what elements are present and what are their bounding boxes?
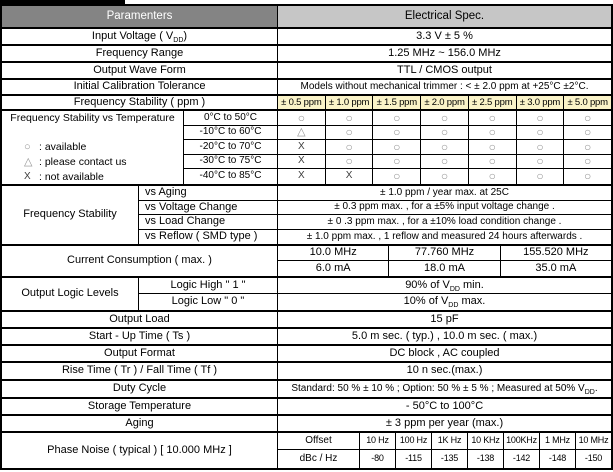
electrical-spec-header-label: Electrical Spec.	[404, 10, 485, 23]
dbc-cell: -138	[468, 450, 504, 468]
parameters-header	[2, 6, 278, 27]
availability-cell: ○	[373, 126, 421, 140]
section-stability-vs-temperature	[2, 111, 611, 186]
stability-subrow	[139, 230, 611, 244]
stability-value: ± 1.0 ppm max. , 1 reflow and measured 24 hours afterwards .	[306, 230, 583, 242]
current-consumption-label: Current Consumption ( max. )	[2, 246, 278, 276]
availability-cell: ○	[469, 126, 517, 140]
temp-range-cell: -20°C to 70°C	[199, 140, 262, 152]
spec-value: TTL / CMOS output	[397, 63, 492, 76]
logic-low-row	[139, 294, 611, 310]
param-label: Initial Calibration Tolerance	[2, 80, 278, 94]
availability-cell: ○	[584, 154, 592, 169]
spec-value: ± 3 ppm per year (max.)	[385, 416, 504, 429]
spec-value: Models without mechanical trimmer : < ± 2.0 ppm at +25°C ±2°C.	[300, 80, 589, 92]
offset-cell: 10 Hz	[360, 433, 396, 449]
availability-cell: ○	[469, 140, 517, 154]
phase-noise-offset-row	[278, 433, 611, 450]
dbc-cell: -135	[432, 450, 468, 468]
consumption-frequency-cell: 10.0 MHz	[278, 246, 389, 260]
consumption-frequency-cell: 77.760 MHz	[389, 246, 500, 260]
ppm-header-cell: ± 2.5 ppm	[469, 96, 517, 109]
availability-cell: ○	[584, 125, 592, 140]
stability-subrow	[139, 215, 611, 230]
param-label: Start - Up Time ( Ts )	[2, 329, 278, 344]
availability-cell: ○	[517, 155, 565, 169]
param-label: Frequency Range	[2, 46, 278, 61]
row-aging	[2, 416, 611, 433]
param-label: Output Wave Form	[2, 63, 278, 78]
availability-cell: ○	[421, 111, 469, 125]
dbc-cell: -115	[396, 450, 432, 468]
consumption-frequency-cell: 155.520 MHz	[523, 246, 589, 259]
row-output-wave-form	[2, 63, 611, 80]
availability-row	[278, 155, 611, 170]
row-output-format	[2, 346, 611, 363]
availability-cell: ○	[584, 111, 592, 125]
availability-cell: ○	[421, 126, 469, 140]
dbc-cell: -150	[584, 453, 603, 464]
logic-high-value	[278, 278, 611, 293]
stability-sublabel: vs Aging	[139, 186, 278, 200]
parameters-header-label: Paramenters	[106, 10, 173, 23]
availability-cell: ○	[517, 126, 565, 140]
availability-cell: ○	[584, 140, 592, 154]
row-frequency-stability-ppm	[2, 96, 611, 111]
logic-high-label: Logic High " 1 "	[139, 278, 278, 293]
availability-row	[278, 169, 611, 184]
consumption-frequency-row	[278, 246, 611, 261]
logic-low-value	[278, 294, 611, 310]
spec-value: 1.25 MHz ~ 156.0 MHz	[388, 46, 501, 59]
availability-cell: ○	[278, 111, 326, 125]
offset-cell: 100 Hz	[396, 433, 432, 449]
section-frequency-stability	[2, 186, 611, 246]
offset-row-label: Offset	[278, 433, 360, 449]
frequency-stability-label: Frequency Stability	[2, 186, 139, 244]
output-logic-rows	[139, 278, 611, 310]
dbc-row-label: dBc / Hz	[278, 450, 360, 468]
phase-noise-grid	[278, 433, 611, 468]
temperature-legend-cell	[2, 111, 184, 184]
availability-cell: ○	[373, 169, 421, 184]
availability-row	[278, 111, 611, 126]
stability-sublabel: vs Load Change	[139, 215, 278, 229]
circle-icon: ○	[24, 141, 31, 153]
logic-low-label: Logic Low " 0 "	[139, 294, 278, 310]
availability-cell: X	[326, 169, 374, 184]
x-icon: X	[24, 171, 31, 183]
offset-cell: 100KHz	[504, 433, 540, 449]
frequency-stability-rows	[139, 186, 611, 244]
temp-range-cell: -30°C to 75°C	[199, 155, 262, 167]
ppm-header-cell: ± 1.5 ppm	[373, 96, 421, 109]
stability-sublabel: vs Reflow ( SMD type )	[139, 230, 278, 244]
ppm-header-cell: ± 3.0 ppm	[517, 96, 565, 109]
row-start-up-time	[2, 329, 611, 346]
temp-range-cell: -10°C to 60°C	[199, 126, 262, 138]
stability-value: ± 1.0 ppm / year max. at 25C	[380, 186, 509, 198]
legend-contact: △ : please contact us	[24, 155, 127, 169]
electrical-spec-header	[278, 6, 611, 27]
row-input-voltage	[2, 29, 611, 46]
offset-cell: 10 MHz	[578, 435, 609, 446]
consumption-current-cell: 18.0 mA	[389, 261, 500, 276]
output-logic-label: Output Logic Levels	[2, 278, 139, 310]
table-header-row	[2, 6, 611, 29]
spec-value: 5.0 m sec. ( typ.) , 10.0 m sec. ( max.)	[351, 329, 538, 342]
stability-subrow	[139, 186, 611, 201]
availability-cell: ○	[373, 155, 421, 169]
spec-value: - 50°C to 100°C	[405, 399, 484, 412]
availability-cell: X	[278, 140, 326, 154]
availability-cell: ○	[326, 126, 374, 140]
ppm-header-cell: ± 2.0 ppm	[421, 96, 469, 109]
availability-cell: ○	[584, 169, 592, 184]
param-label: Storage Temperature	[2, 399, 278, 414]
phase-noise-label: Phase Noise ( typical ) [ 10.000 MHz ]	[2, 433, 278, 468]
availability-cell: ○	[326, 140, 374, 154]
availability-cell: ○	[421, 155, 469, 169]
spec-value: DC block , AC coupled	[389, 346, 500, 359]
availability-cell: X	[278, 155, 326, 169]
availability-cell: ○	[469, 169, 517, 184]
availability-grid	[278, 111, 611, 184]
param-label: Duty Cycle	[2, 381, 278, 397]
row-storage-temperature	[2, 399, 611, 416]
stability-value: ± 0.3 ppm max. , for a ±5% input voltage change .	[334, 201, 555, 213]
logic-high-value-text: 90% of $V_{DD}$ min.	[405, 278, 484, 293]
stability-subrow	[139, 201, 611, 216]
current-consumption-grid	[278, 246, 611, 276]
consumption-current-cell: 35.0 mA	[535, 261, 577, 274]
ppm-header-cell: ± 0.5 ppm	[278, 96, 326, 109]
ppm-header-cell: ± 5.0 ppm	[564, 96, 611, 109]
logic-low-value-text: 10% of $V_{DD}$ max.	[403, 295, 486, 310]
param-label: Output Load	[2, 312, 278, 327]
param-label: Rise Time ( Tr ) / Fall Time ( Tf )	[2, 363, 278, 379]
availability-row	[278, 126, 611, 141]
legend-available: ○ : available	[24, 141, 87, 153]
consumption-current-cell: 6.0 mA	[278, 261, 389, 276]
param-label	[2, 29, 278, 44]
availability-cell: ○	[517, 111, 565, 125]
availability-cell: ○	[469, 155, 517, 169]
offset-cell: 1 MHz	[540, 433, 576, 449]
legend-not-available: X : not available	[24, 170, 104, 183]
temp-range-cell: 0°C to 50°C	[203, 111, 258, 123]
availability-cell: ○	[373, 140, 421, 154]
availability-cell: ○	[421, 140, 469, 154]
dbc-cell: -148	[540, 450, 576, 468]
spec-value: 3.3 V ± 5 %	[416, 29, 473, 42]
consumption-current-row	[278, 261, 611, 276]
spec-value: 10 n sec.(max.)	[406, 364, 483, 377]
offset-cell: 1K Hz	[432, 433, 468, 449]
availability-cell: ○	[326, 155, 374, 169]
stability-vs-temp-title: Frequency Stability vs Temperature	[10, 112, 175, 125]
availability-cell: X	[278, 169, 326, 184]
stability-sublabel: vs Voltage Change	[139, 201, 278, 215]
ppm-header-cell: ± 1.0 ppm	[326, 96, 374, 109]
availability-cell: ○	[469, 111, 517, 125]
row-initial-calibration	[2, 80, 611, 96]
legend-spacer	[2, 126, 183, 140]
input-voltage-label: Input Voltage ( $V_{DD}$)	[91, 29, 188, 44]
param-label: Frequency Stability ( ppm )	[2, 96, 278, 109]
availability-cell: ○	[373, 111, 421, 125]
availability-cell: ○	[326, 111, 374, 125]
row-output-load	[2, 312, 611, 329]
temperature-range-column	[184, 111, 278, 184]
row-frequency-range	[2, 46, 611, 63]
availability-cell: ○	[517, 169, 565, 184]
stability-value: ± 0 .3 ppm max. , for a ±10% load condition change .	[327, 215, 562, 227]
temp-range-cell: -40°C to 85°C	[199, 170, 262, 182]
section-output-logic-levels	[2, 278, 611, 312]
availability-cell: △	[278, 126, 326, 140]
availability-row	[278, 140, 611, 155]
row-duty-cycle	[2, 381, 611, 399]
section-current-consumption	[2, 246, 611, 278]
dbc-cell: -142	[504, 450, 540, 468]
logic-high-row	[139, 278, 611, 294]
duty-cycle-value-text: Standard: 50 % ± 10 % ; Option: 50 % ± 5 % ; Measured at 50% $V_{DD}$.	[291, 382, 598, 396]
section-phase-noise	[2, 433, 611, 468]
row-rise-fall-time	[2, 363, 611, 381]
param-label: Aging	[2, 416, 278, 431]
spec-value: 15 pF	[430, 312, 459, 325]
spec-value	[278, 381, 611, 397]
availability-cell: ○	[517, 140, 565, 154]
electrical-spec-table	[0, 4, 613, 470]
triangle-icon: △	[24, 156, 33, 169]
dbc-cell: -80	[360, 450, 396, 468]
availability-cell: ○	[421, 169, 469, 184]
param-label: Output Format	[2, 346, 278, 361]
phase-noise-value-row	[278, 450, 611, 468]
offset-cell: 10 KHz	[468, 433, 504, 449]
